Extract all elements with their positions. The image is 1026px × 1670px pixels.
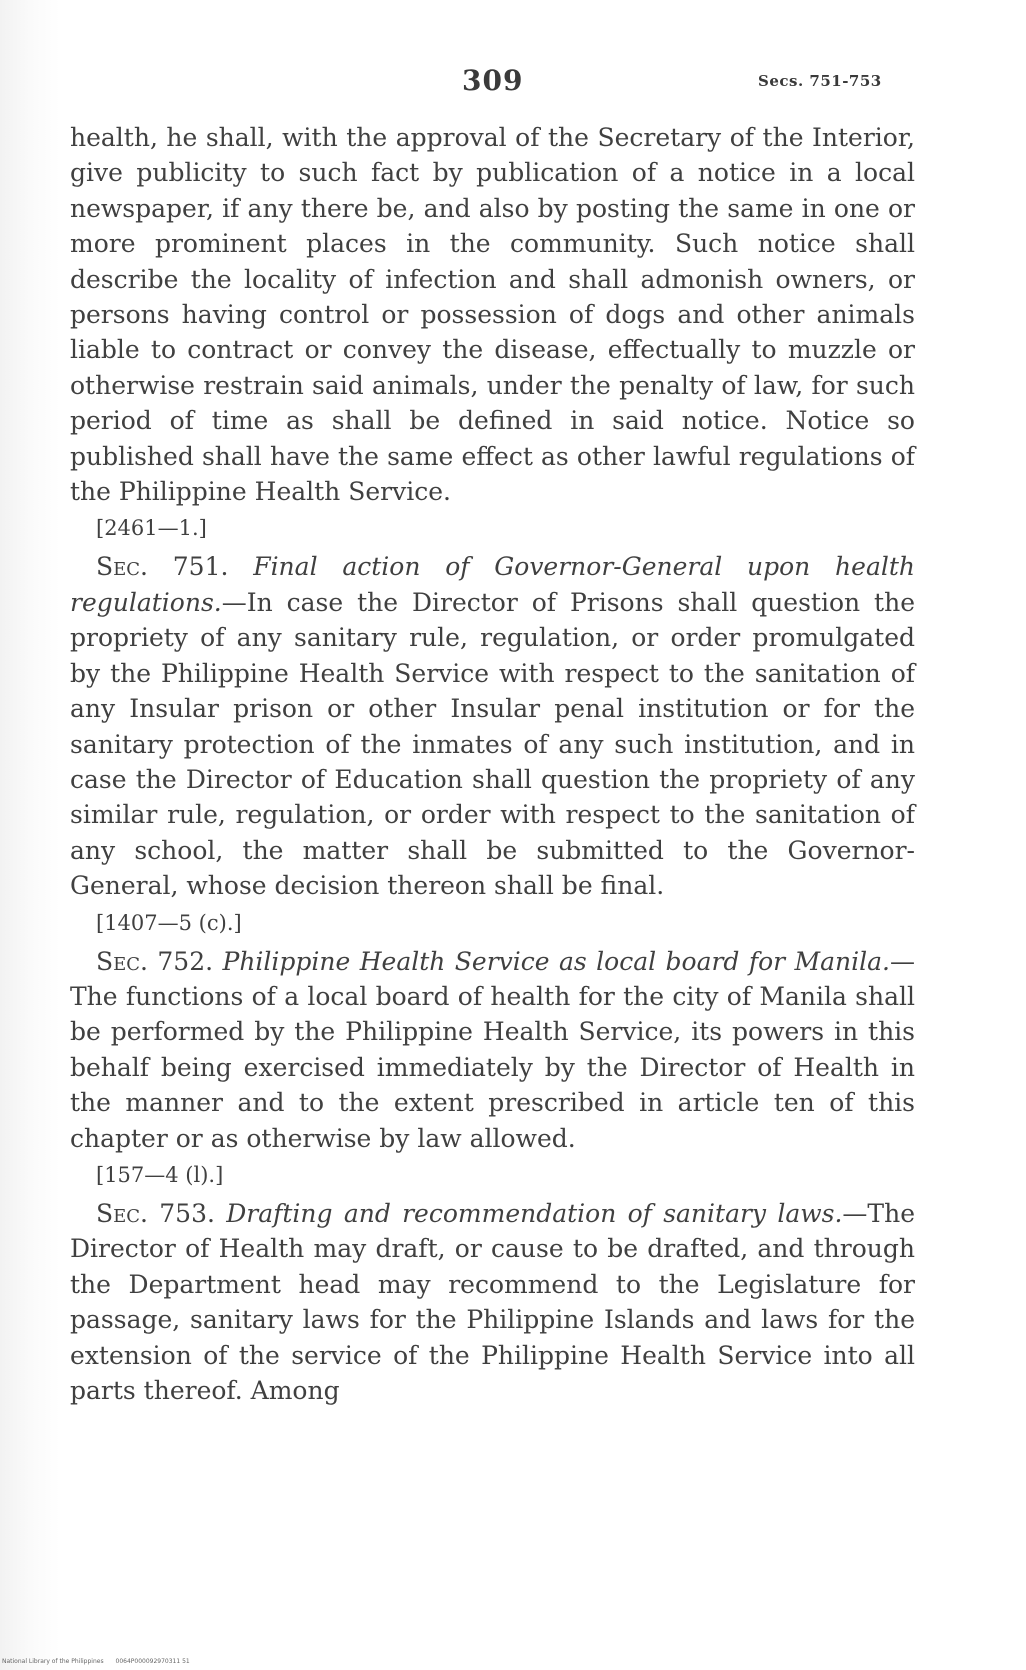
section-range: Secs. 751-753 bbox=[758, 72, 882, 90]
footer-code: 0064P000092970311 51 bbox=[115, 1658, 190, 1665]
section-label: Sec. 752. bbox=[96, 946, 214, 976]
page-header bbox=[0, 62, 1026, 102]
citation: [157—4 (l).] bbox=[96, 1162, 224, 1187]
section-title: Drafting and recommendation of sanitary laws. bbox=[226, 1198, 843, 1228]
section-label: Sec. 753. bbox=[96, 1198, 215, 1228]
citation: [1407—5 (c).] bbox=[96, 910, 242, 935]
footer-library: National Library of the Philippines bbox=[2, 1658, 104, 1665]
paragraph-continuation: health, he shall, with the approval of the Secretary of the Interior, give publicity to such fact by publication of a notice in a local newspaper, if any there be, and also by posting the same in one or more prominent places in the community. Such notice shall describe the locality of infection and shall admonish owners, or persons having control or possession of dogs and other animals liable to contract or convey the disease, effectually to muzzle or otherwise restrain said animals, under the penalty of law, for such period of time as shall be defined in said notice. Notice so published shall have the same effect as other lawful regulations of the Philippine Health Service. bbox=[70, 123, 915, 507]
section-753 bbox=[70, 1196, 915, 1408]
section-752 bbox=[70, 944, 915, 1156]
page-number: 309 bbox=[462, 64, 524, 97]
body-text bbox=[70, 120, 915, 1408]
section-text: —In case the Director of Prisons shall question the propriety of any sanitary rule, regulation, or order promulgated by the Philippine Health Service with respect to the sanitation of any Insular prison or other Insular penal institution or for the sanitary protection of the inmates of any such institution, and in case the Director of Education shall question the propriety of any similar rule, regulation, or order with respect to the sanitation of any school, the matter shall be submitted to the Governor-General, whose decision thereon shall be final. bbox=[70, 587, 915, 901]
citation: [2461—1.] bbox=[96, 516, 207, 541]
scan-footer bbox=[2, 1658, 200, 1665]
section-751 bbox=[70, 549, 915, 903]
section-title: Final action of Governor-General upon health regulations. bbox=[70, 552, 915, 617]
section-title: Philippine Health Service as local board for Manila. bbox=[222, 946, 890, 976]
section-label: Sec. 751. bbox=[96, 552, 229, 582]
section-text: —The Director of Health may draft, or cause to be drafted, and through the Department head may recommend to the Legislature for passage, sanitary laws for the Philippine Islands and laws for the extension of the service of the Philippine Health Service into all parts thereof. Among bbox=[70, 1198, 915, 1405]
section-text: —The functions of a local board of health for the city of Manila shall be performed by the Philippine Health Service, its powers in this behalf being exercised immediately by the Director of Health in the manner and to the extent prescribed in article ten of this chapter or as otherwise by law allowed. bbox=[70, 946, 915, 1153]
